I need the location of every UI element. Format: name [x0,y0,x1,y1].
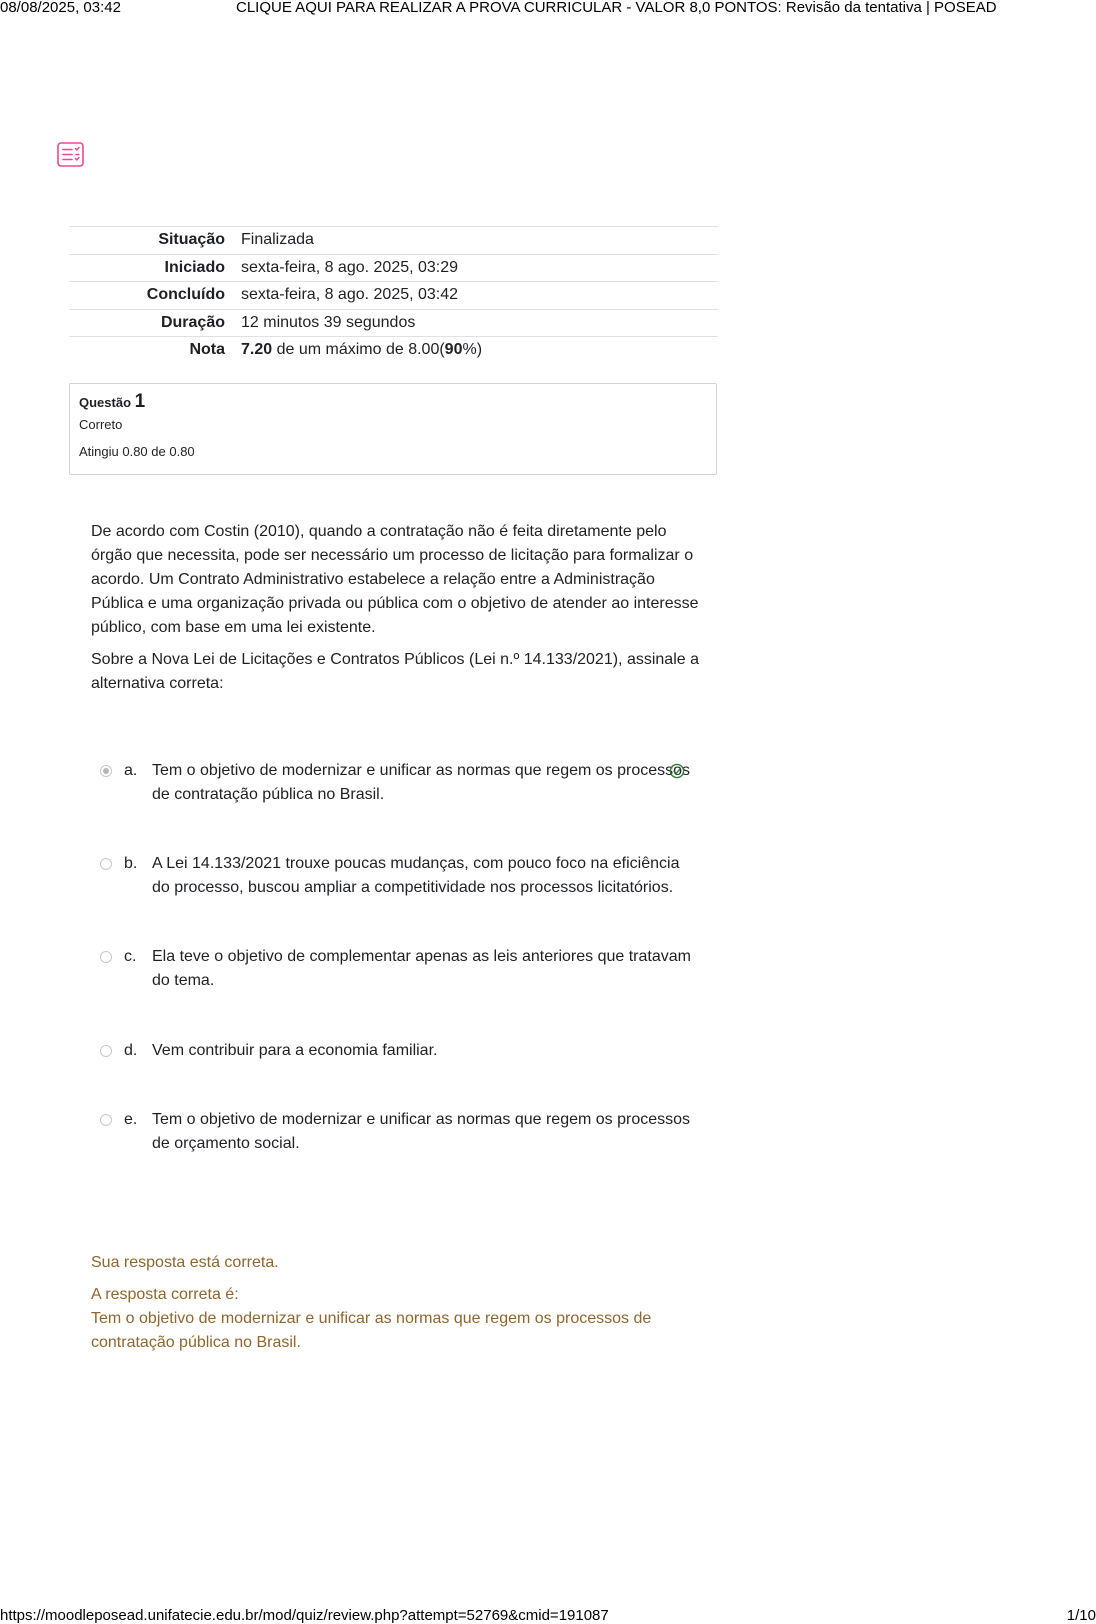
grade-middle: de um máximo de 8.00( [272,341,445,359]
summary-value: Finalizada [241,231,314,249]
answer-letter: c. [124,948,137,965]
summary-grade-value [241,337,718,364]
summary-label: Duração [160,313,225,331]
grade-percent: 90 [444,341,463,359]
summary-value: sexta-feira, 8 ago. 2025, 03:29 [241,258,459,276]
summary-label: Iniciado [164,258,225,276]
answer-text: Tem o objetivo de modernizar e unificar as normas que regem os processos de contratação pública no Brasil. [152,762,691,803]
grade-score: 7.20 [241,341,273,359]
answer-letter: d. [124,1042,138,1059]
summary-value: 12 minutos 39 segundos [241,313,416,331]
question-text-paragraph: Sobre a Nova Lei de Licitações e Contratos Públicos (Lei n.º 14.133/2021), assinale a alternativa correta: [91,651,699,692]
summary-row-started [69,254,718,282]
print-footer [0,1608,1096,1624]
feedback-right-answer: Tem o objetivo de modernizar e unificar as normas que regem os processos de contratação pública no Brasil. [91,1310,652,1351]
grade-end: %) [462,341,483,359]
print-page-number: 1/10 [1066,1607,1096,1624]
answer-radio[interactable] [100,858,112,870]
answer-radio-selected[interactable] [100,765,112,777]
check-circle-icon [669,763,685,779]
summary-value: sexta-feira, 8 ago. 2025, 03:42 [241,286,459,304]
feedback-general: Sua resposta está correta. [91,1254,279,1271]
question-number-value: 1 [134,391,146,412]
question-grade: Atingiu 0.80 de 0.80 [79,444,195,459]
answer-letter: a. [124,762,138,779]
answer-radio[interactable] [100,951,112,963]
feedback-right-answer-label: A resposta correta é: [91,1286,239,1303]
question-text [91,520,701,704]
answer-text: Ela teve o objetivo de complementar apenas as leis anteriores que tratavam do tema. [152,948,691,989]
answer-text: Tem o objetivo de modernizar e unificar as normas que regem os processos de orçamento social. [152,1111,691,1152]
answer-text: Vem contribuir para a economia familiar. [152,1042,438,1059]
answer-radio[interactable] [100,1114,112,1126]
print-datetime: 08/08/2025, 03:42 [0,0,121,16]
attempt-summary-table [69,226,718,364]
summary-row-grade [69,337,718,364]
question-state: Correto [79,417,123,432]
answer-letter: b. [124,855,138,872]
print-page-title: CLIQUE AQUI PARA REALIZAR A PROVA CURRICULAR - VALOR 8,0 PONTOS: Revisão da tentativa | POSEAD [236,0,997,16]
summary-label: Nota [189,341,225,359]
summary-label: Situação [158,231,225,249]
question-number [79,392,707,413]
print-url: https://moodleposead.unifatecie.edu.br/mod/quiz/review.php?attempt=52769&cmid=191087 [0,1607,609,1624]
question-info-box [69,383,717,475]
question-text-paragraph: De acordo com Costin (2010), quando a contratação não é feita diretamente pelo órgão que necessita, pode ser necessário um processo de licitação para formalizar o acordo. Um Contrato Administrativo estabelece a relação entre a Administração Pública e uma organização privada ou pública com o objetivo de atender ao interesse público, com base em uma lei existente. [91,523,699,636]
answer-text: A Lei 14.133/2021 trouxe poucas mudanças, com pouco foco na eficiência do processo, buscou ampliar a competitividade nos processos licitatórios. [152,855,680,896]
summary-label: Concluído [146,286,225,304]
question-prefix: Questão [79,395,132,410]
summary-row-completed [69,282,718,310]
summary-row-duration [69,309,718,337]
question-feedback [91,1251,701,1355]
print-header [0,0,1096,18]
summary-row-state [69,227,718,255]
answer-radio[interactable] [100,1045,112,1057]
quiz-icon [57,142,84,167]
answer-letter: e. [124,1111,138,1128]
